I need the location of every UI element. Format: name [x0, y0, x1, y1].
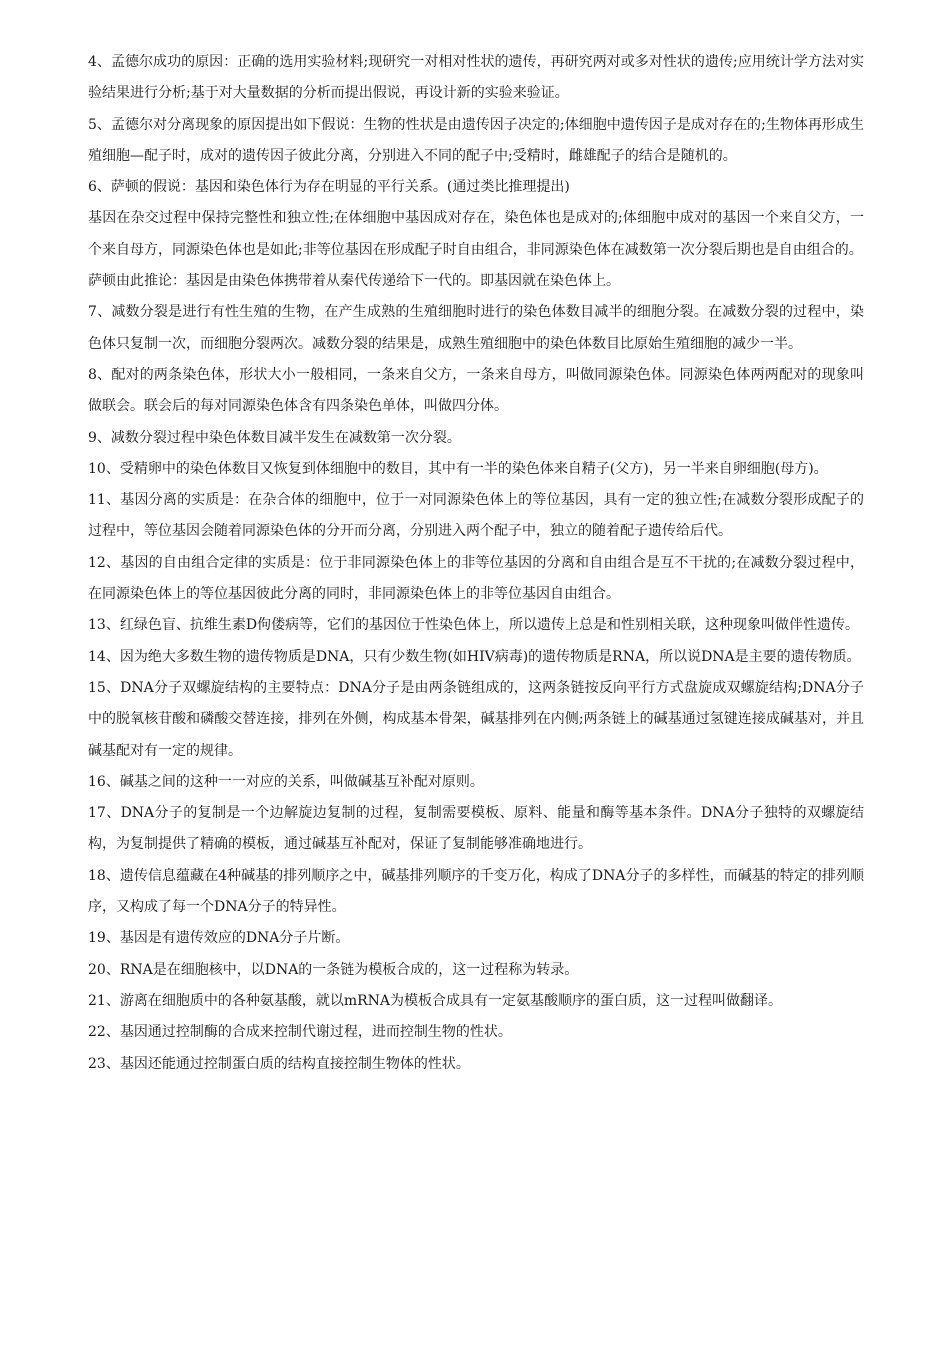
paragraph-5: 5、孟德尔对分离现象的原因提出如下假说：生物的性状是由遗传因子决定的;体细胞中遗传因子是成对存在的;生物体再形成生殖细胞—配子时，成对的遗传因子彼此分离，分别进入不同的配子中;受精时，雌雄配子的结合是随机的。 — [88, 116, 864, 164]
paragraph-9: 9、减数分裂过程中染色体数目减半发生在减数第一次分裂。 — [88, 429, 461, 446]
paragraph-6-conclusion: 萨顿由此推论：基因是由染色体携带着从秦代传递给下一代的。即基因就在染色体上。 — [88, 273, 620, 290]
paragraph-6: 6、萨顿的假说：基因和染色体行为存在明显的平行关系。(通过类比推理提出) — [88, 179, 570, 196]
paragraph-22: 22、基因通过控制酶的合成来控制代谢过程，进而控制生物的性状。 — [88, 1024, 512, 1041]
paragraph-23: 23、基因还能通过控制蛋白质的结构直接控制生物体的性状。 — [88, 1055, 470, 1072]
paragraph-4: 4、孟德尔成功的原因：正确的选用实验材料;现研究一对相对性状的遗传，再研究两对或多对性状的遗传;应用统计学方法对实验结果进行分析;基于对大量数据的分析而提出假说，再设计新的实验来验证。 — [88, 54, 864, 102]
paragraph-21: 21、游离在细胞质中的各种氨基酸，就以mRNA为模板合成具有一定氨基酸顺序的蛋白质，这一过程叫做翻译。 — [88, 992, 782, 1009]
paragraph-14: 14、因为绝大多数生物的遗传物质是DNA，只有少数生物(如HIV病毒)的遗传物质是RNA，所以说DNA是主要的遗传物质。 — [88, 648, 861, 665]
paragraph-10: 10、受精卵中的染色体数目又恢复到体细胞中的数目，其中有一半的染色体来自精子(父方)，另一半来自卵细胞(母方)。 — [88, 460, 828, 477]
paragraph-16: 16、碱基之间的这种一一对应的关系，叫做碱基互补配对原则。 — [88, 773, 484, 790]
paragraph-19: 19、基因是有遗传效应的DNA分子片断。 — [88, 930, 350, 947]
paragraph-6-detail: 基因在杂交过程中保持完整性和独立性;在体细胞中基因成对存在，染色体也是成对的;体细胞中成对的基因一个来自父方，一个来自母方，同源染色体也是如此;非等位基因在形成配子时自由组合，非同源染色体在减数第一次分裂后期也是自由组合的。 — [88, 210, 864, 258]
paragraph-7: 7、减数分裂是进行有性生殖的生物，在产生成熟的生殖细胞时进行的染色体数目减半的细胞分裂。在减数分裂的过程中，染色体只复制一次，而细胞分裂两次。减数分裂的结果是，成熟生殖细胞中的染色体数目比原始生殖细胞的减少一半。 — [88, 304, 864, 352]
paragraph-12: 12、基因的自由组合定律的实质是：位于非同源染色体上的非等位基因的分离和自由组合是互不干扰的;在减数分裂过程中，在同源染色体上的等位基因彼此分离的同时，非同源染色体上的非等位基因自由组合。 — [88, 554, 864, 603]
paragraph-20: 20、RNA是在细胞核中，以DNA的一条链为模板合成的，这一过程称为转录。 — [88, 961, 579, 978]
paragraph-18: 18、遗传信息蕴藏在4种碱基的排列顺序之中，碱基排列顺序的千变万化，构成了DNA分子的多样性，而碱基的特定的排列顺序，又构成了每一个DNA分子的特异性。 — [88, 867, 864, 916]
paragraph-11: 11、基因分离的实质是：在杂合体的细胞中，位于一对同源染色体上的等位基因，具有一定的独立性;在减数分裂形成配子的过程中，等位基因会随着同源染色体的分开而分离，分别进入两个配子中，独立的随着配子遗传给后代。 — [88, 492, 864, 540]
paragraph-17: 17、DNA分子的复制是一个边解旋边复制的过程，复制需要模板、原料、能量和酶等基本条件。DNA分子独特的双螺旋结构，为复制提供了精确的模板，通过碱基互补配对，保证了复制能够准确地进行。 — [88, 805, 864, 853]
paragraph-15: 15、DNA分子双螺旋结构的主要特点：DNA分子是由两条链组成的，这两条链按反向平行方式盘旋成双螺旋结构;DNA分子中的脱氧核苷酸和磷酸交替连接，排列在外侧，构成基本骨架，碱基排列在内侧;两条链上的碱基通过氢键连接成碱基对，并且碱基配对有一定的规律。 — [88, 679, 864, 759]
paragraph-8: 8、配对的两条染色体，形状大小一般相同，一条来自父方，一条来自母方，叫做同源染色体。同源染色体两两配对的现象叫做联会。联会后的每对同源染色体含有四条染色单体，叫做四分体。 — [88, 366, 864, 415]
paragraph-13: 13、红绿色盲、抗维生素D佝偻病等，它们的基因位于性染色体上，所以遗传上总是和性别相关联，这种现象叫做伴性遗传。 — [88, 617, 860, 634]
